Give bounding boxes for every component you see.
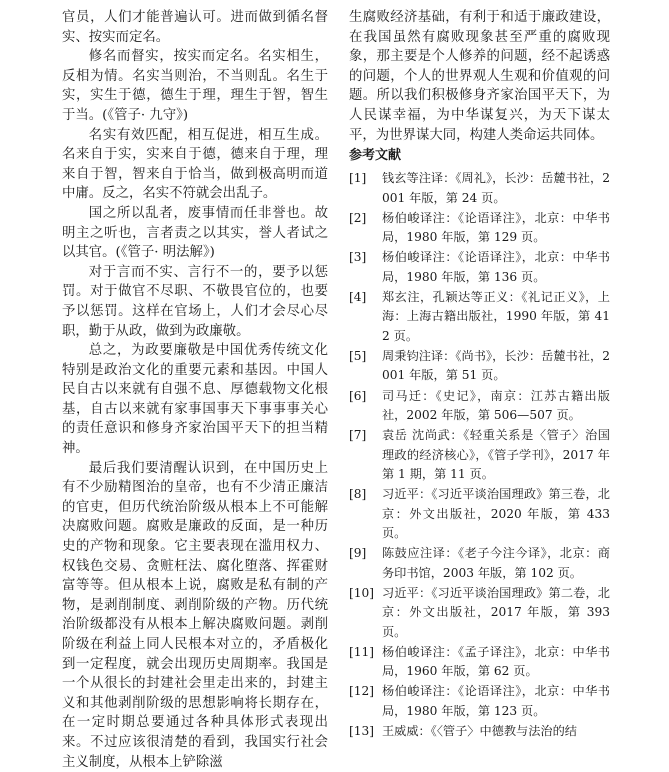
reference-text: 杨伯峻译注：《孟子译注》，北京：中华书局，1960 年版，第 62 页。: [382, 644, 610, 679]
reference-number: [9]: [349, 546, 367, 561]
reference-item: [349, 584, 610, 642]
reference-number: [7]: [349, 428, 367, 443]
reference-item: [349, 485, 610, 543]
references-heading: 参考文献: [349, 148, 402, 164]
left-column: [62, 8, 328, 772]
reference-item: [349, 209, 610, 248]
reference-text: 杨伯峻译注：《论语译注》，北京：中华书局，1980 年版，第 136 页。: [382, 250, 610, 284]
reference-text: 杨伯峻译注：《论语译注》，北京：中华书局，1980 年版，第 129 页。: [382, 210, 610, 245]
reference-number: [5]: [349, 349, 367, 363]
reference-number: [6]: [349, 388, 367, 403]
reference-number: [8]: [349, 487, 367, 502]
body-paragraph: 总之，为政要廉敬是中国优秀传统文化特别是政治文化的重要元素和基因。中国人民自古以来就有自强不息、厚德载物文化根基，自古以来就有家事国事天下事事事关心的责任意识和修身齐家治国平天下的担当精神。: [62, 343, 328, 457]
reference-item: [349, 347, 610, 386]
reference-text: 钱玄等注译：《周礼》，长沙：岳麓书社，2001 年版，第 24 页。: [382, 171, 610, 205]
body-paragraph: 修名而督实，按实而定名。名实相生，反相为情。名实当则治，不当则乱。名生于实，实生于德，德生于理，理生于智，智生于当。(《管子· 九守》): [62, 49, 328, 123]
reference-number: [10]: [349, 585, 375, 600]
body-paragraph: 最后我们要清醒认识到，在中国历史上有不少励精图治的皇帝，也有不少清正廉洁的官吏，但历代统治阶级从根本上不可能解决腐败问题。腐败是廉政的反面，是一种历史的产物和现象。它主要表现在滥用权力、权钱色交易、贪赃枉法、腐化堕落、挥霍财富等等。但从根本上说，腐败是私有制的产物，是剥削制度、剥削阶级的产物。历代统治阶级都没有从根本上解决腐败问题。剥削阶级在利益上同人民根本对立的，矛盾极化到一定程度，就会出现历史周期率。我国是一个从很长的封建社会里走出来的，封建主义和其他剥削阶级的思想影响将长期存在，在一定时期总要通过各种具体形式表现出来。不过应该很清楚的看到，我国实行社会主义制度，从根本上铲除滋: [62, 460, 328, 770]
reference-item: [349, 426, 610, 484]
reference-text: 周秉钧注译：《尚书》，长沙：岳麓书社，2001 年版，第 51 页。: [382, 349, 610, 383]
reference-item: [349, 722, 610, 741]
reference-number: [3]: [349, 250, 367, 265]
reference-text: 习近平：《习近平谈治国理政》第二卷，北京：外文出版社，2017 年版，第 393 页。: [382, 585, 610, 639]
reference-item: [349, 387, 610, 426]
reference-number: [11]: [349, 644, 375, 659]
reference-text: 陈鼓应注译：《老子今注今译》，北京：商务印书馆，2003 年版，第 102 页。: [382, 546, 610, 580]
reference-item: [349, 682, 610, 721]
body-paragraph: 对于言而不实、言行不一的，要予以惩罚。对于做官不尽职、不敬畏官位的，也要予以惩罚。这样在官场上，人们才会尽心尽职，勤于从政，做到为政廉敬。: [62, 264, 328, 339]
reference-number: [1]: [349, 171, 367, 186]
reference-item: [349, 643, 610, 682]
body-paragraph: 官员，人们才能普遍认可。进而做到循名督实、按实而定名。: [62, 10, 328, 45]
reference-number: [13]: [349, 724, 375, 739]
reference-text: 王威威：《〈管子〉中德教与法治的结: [382, 724, 577, 739]
body-paragraph: 国之所以乱者，废事情而任非誉也。故明主之听也，言者责之以其实，誉人者试之以其官。(《管子· 明法解》): [62, 205, 328, 261]
reference-text: 习近平：《习近平谈治国理政》第三卷，北京：外文出版社，2020 年版，第 433 页。: [382, 487, 610, 541]
reference-item: [349, 288, 610, 346]
reference-number: [12]: [349, 684, 375, 699]
reference-item: [349, 169, 610, 208]
body-paragraph: 名实有效匹配，相互促进，相互生成。名来自于实，实来自于德，德来自于理，理来自于智，智来自于恰当，做到极高明而道中庸。反之，名实不符就会出乱子。: [62, 127, 328, 202]
reference-item: [349, 248, 610, 287]
reference-number: [4]: [349, 289, 367, 304]
reference-text: 郑玄注，孔颖达等正义：《礼记正义》，上海：上海古籍出版社，1990 年版，第 412 页。: [382, 289, 610, 343]
reference-text: 杨伯峻译注：《论语译注》，北京：中华书局，1980 年版，第 123 页。: [382, 684, 610, 718]
body-paragraph: 生腐败经济基础，有利于和适于廉政建设，在我国虽然有腐败现象甚至严重的腐败现象，那主要是个人修养的问题，经不起诱惑的问题，个人的世界观人生观和价值观的问题。所以我们积极修身齐家治国平天下，为人民谋幸福，为中华谋复兴，为天下谋太平，为世界谋大同，构建人类命运共同体。: [349, 10, 610, 143]
reference-text: 司马迁：《史记》，南京：江苏古籍出版社，2002 年版，第 506—507 页。: [382, 388, 610, 423]
reference-number: [2]: [349, 210, 367, 225]
reference-list: [349, 169, 610, 741]
right-column: [349, 8, 610, 742]
reference-item: [349, 544, 610, 583]
reference-text: 袁岳 沈尚武：《轻重关系是〈管子〉治国理政的经济核心》，《管子学刊》，2017 年第 1 期，第 11 页。: [382, 428, 610, 482]
